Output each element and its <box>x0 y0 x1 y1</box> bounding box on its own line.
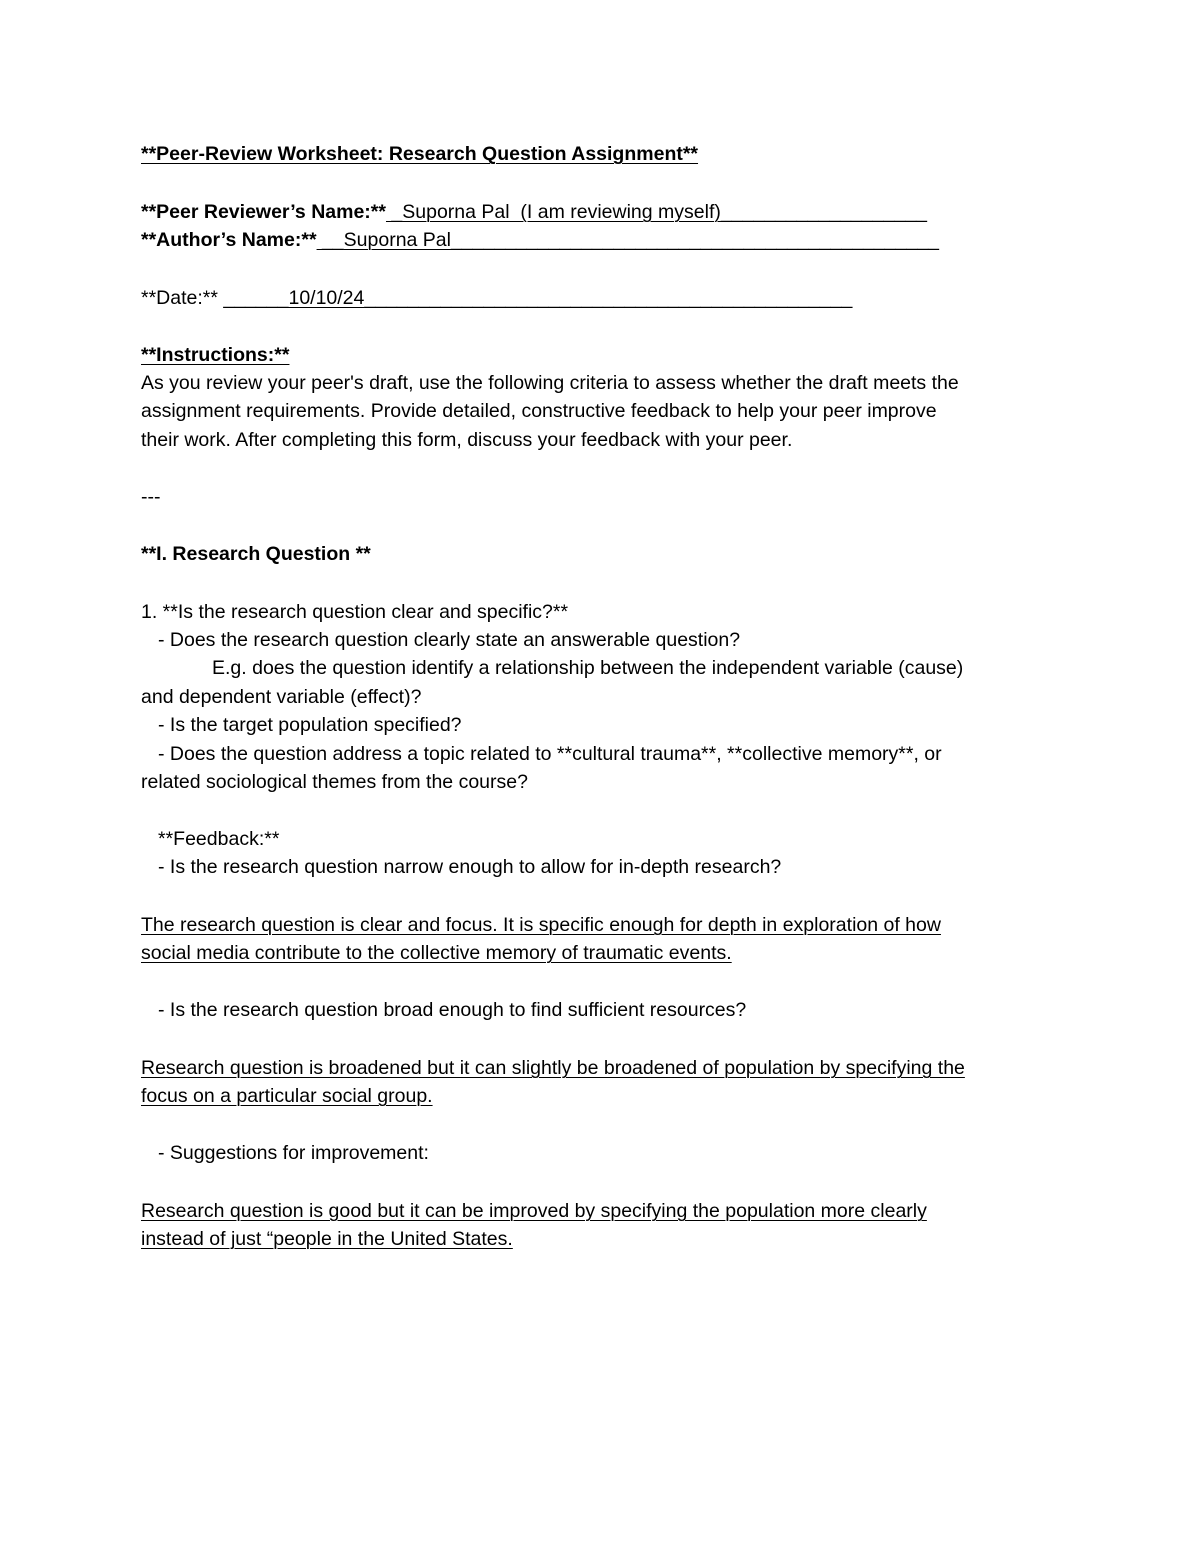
section-heading: **I. Research Question ** <box>141 543 371 565</box>
criterion-bullet: - Does the question address a topic related to **cultural trauma**, **collective memory**, or <box>158 743 942 765</box>
date-label: **Date:** <box>141 287 218 309</box>
criterion-example: and dependent variable (effect)? <box>141 686 422 708</box>
feedback-answer: Research question is broadened but it can slightly be broadened of population by specifying the <box>141 1057 965 1079</box>
feedback-question: - Is the research question broad enough to find sufficient resources? <box>158 999 747 1021</box>
date-row <box>141 284 852 312</box>
author-name-value: Suporna Pal <box>343 229 451 251</box>
reviewer-name-blank: ___________________ <box>720 201 927 223</box>
date-value: 10/10/24 <box>288 287 365 309</box>
instructions-line: As you review your peer's draft, use the following criteria to assess whether the draft meets the <box>141 372 959 394</box>
instructions-line: their work. After completing this form, discuss your feedback with your peer. <box>141 429 793 451</box>
instructions-line: assignment requirements. Provide detailed, constructive feedback to help your peer improve <box>141 400 937 422</box>
feedback-answer: focus on a particular social group. <box>141 1085 433 1107</box>
date-blank: _____________________________________________ <box>364 287 853 309</box>
feedback-answer: The research question is clear and focus. It is specific enough for depth in exploration of how <box>141 914 941 936</box>
reviewer-name-prefix: _ <box>385 201 403 223</box>
criterion-example: E.g. does the question identify a relationship between the independent variable (cause) <box>212 657 964 679</box>
criterion-bullet: - Does the research question clearly state an answerable question? <box>158 629 741 651</box>
feedback-question: - Suggestions for improvement: <box>158 1142 429 1164</box>
criterion-bullet: - Is the target population specified? <box>158 714 462 736</box>
feedback-question: - Is the research question narrow enough to allow for in-depth research? <box>158 856 782 878</box>
reviewer-name-label: **Peer Reviewer’s Name:** <box>141 201 386 223</box>
date-prefix: ______ <box>217 287 289 309</box>
instructions-heading: **Instructions:** <box>141 344 290 366</box>
author-name-prefix: __ <box>316 229 344 251</box>
author-name-label: **Author’s Name:** <box>141 229 317 251</box>
author-name-blank: _____________________________________________ <box>450 229 940 251</box>
feedback-label: **Feedback:** <box>158 828 280 850</box>
feedback-answer: instead of just “people in the United States. <box>141 1228 513 1250</box>
feedback-answer: Research question is good but it can be improved by specifying the population more clearly <box>141 1200 927 1222</box>
reviewer-name-value: Suporna Pal (I am reviewing myself) <box>402 201 721 223</box>
question-1: 1. **Is the research question clear and specific?** <box>141 601 569 623</box>
reviewer-name-row <box>141 198 927 226</box>
worksheet-title: **Peer-Review Worksheet: Research Question Assignment** <box>141 143 699 165</box>
author-name-row <box>141 226 939 254</box>
separator: --- <box>141 486 161 508</box>
feedback-answer: social media contribute to the collective memory of traumatic events. <box>141 942 732 964</box>
criterion-bullet-cont: related sociological themes from the course? <box>141 771 528 793</box>
